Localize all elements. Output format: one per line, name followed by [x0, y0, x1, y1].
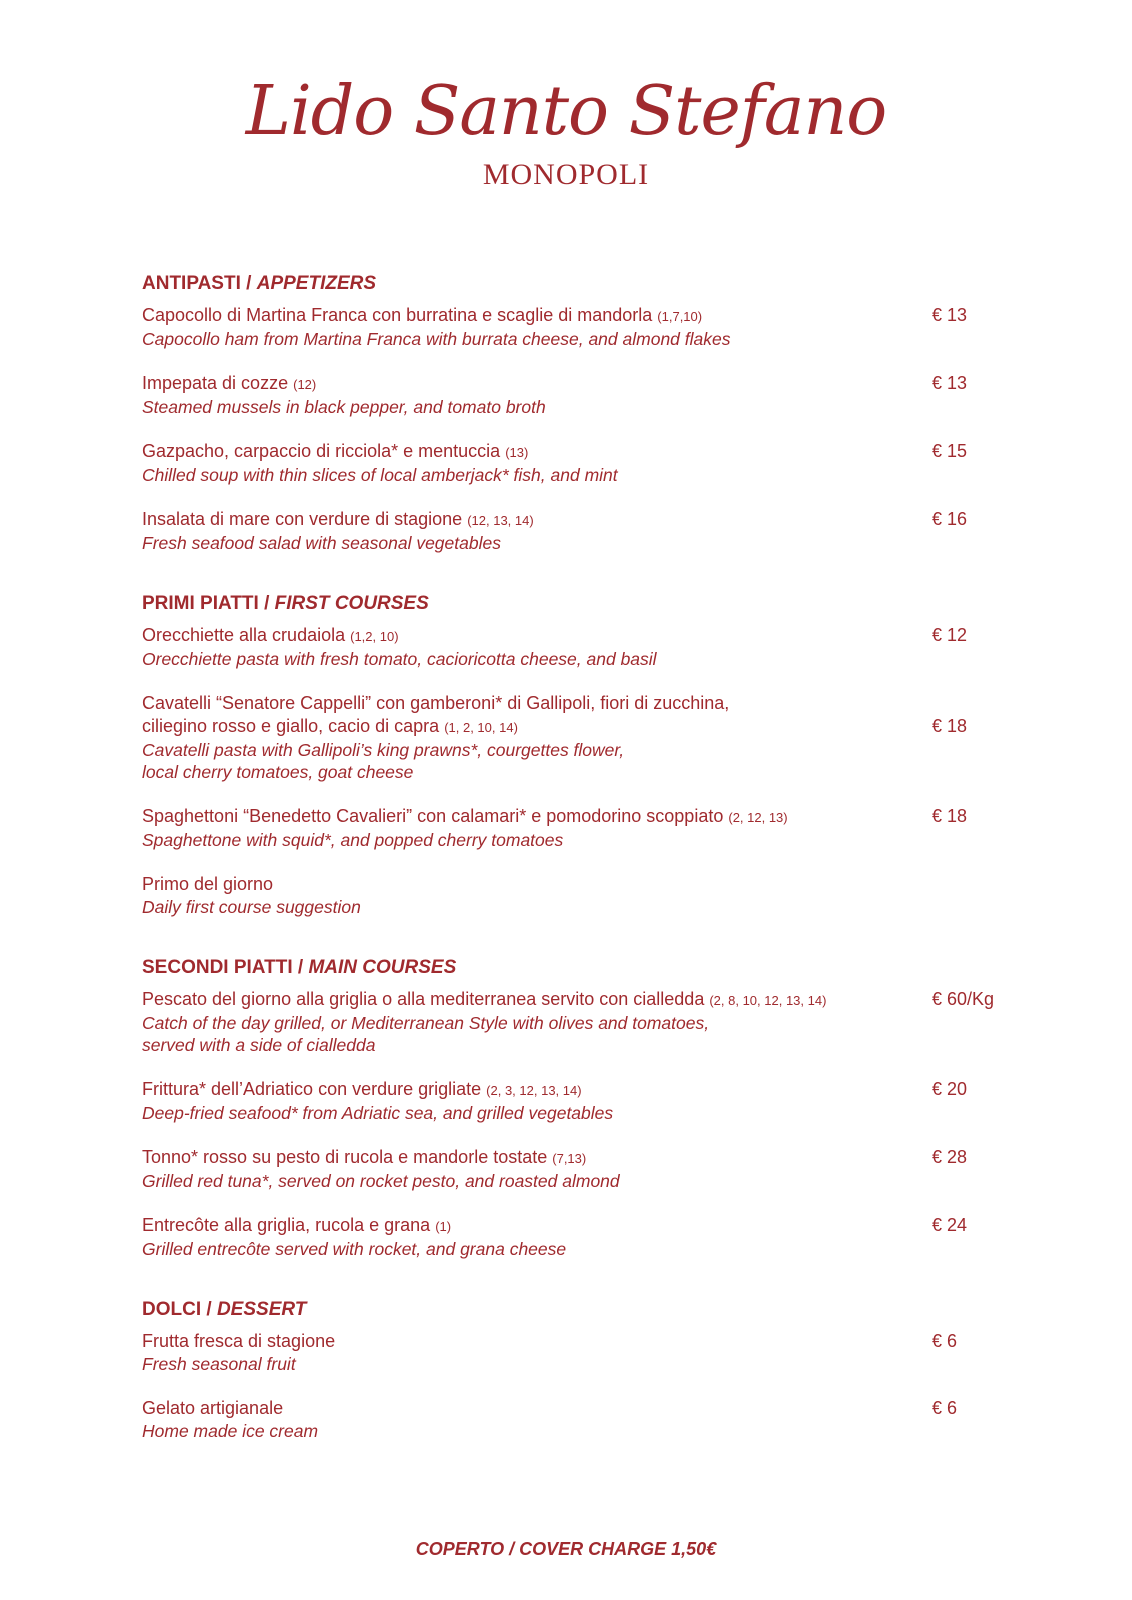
item-description: Deep-fried seafood* from Adriatic sea, and grilled vegetables — [142, 1103, 614, 1123]
menu-item — [142, 1078, 1022, 1124]
item-name: Frutta fresca di stagione — [142, 1331, 336, 1351]
item-name: Orecchiette alla crudaiola (1,2, 10) — [142, 625, 399, 645]
menu-item — [142, 1146, 1022, 1192]
menu-header — [0, 70, 1132, 192]
item-price: € 6 — [932, 1331, 958, 1351]
item-name: Capocollo di Martina Franca con burratina e scaglie di mandorla (1,7,10) — [142, 305, 703, 325]
item-description: Fresh seafood salad with seasonal vegetables — [142, 533, 501, 553]
item-name: Spaghettoni “Benedetto Cavalieri” con calamari* e pomodorino scoppiato (2, 12, 13) — [142, 806, 788, 826]
menu-item — [142, 440, 1022, 486]
item-description: Grilled entrecôte served with rocket, and grana cheese — [142, 1239, 567, 1259]
menu-item — [142, 304, 1022, 350]
item-description: Home made ice cream — [142, 1421, 319, 1441]
item-price: € 60/Kg — [932, 989, 995, 1009]
allergens: (12, 13, 14) — [467, 513, 534, 528]
item-description: Grilled red tuna*, served on rocket pesto, and roasted almond — [142, 1171, 620, 1191]
item-name: Gazpacho, carpaccio di ricciola* e mentuccia (13) — [142, 441, 529, 461]
item-description: Fresh seasonal fruit — [142, 1354, 296, 1374]
item-price: € 28 — [932, 1147, 968, 1167]
item-description: Daily first course suggestion — [142, 897, 361, 917]
section-primi — [142, 592, 1022, 940]
item-description: Capocollo ham from Martina Franca with burrata cheese, and almond flakes — [142, 329, 731, 349]
menu-item — [142, 1214, 1022, 1260]
menu-item — [142, 692, 1022, 783]
item-price: € 13 — [932, 373, 968, 393]
allergens: (12) — [293, 377, 317, 392]
item-name: Pescato del giorno alla griglia o alla mediterranea servito con cialledda (2, 8, 10, 12, 13, 14) — [142, 989, 827, 1009]
allergens: (1) — [435, 1219, 452, 1234]
section-title: SECONDI PIATTI / MAIN COURSES — [142, 957, 457, 978]
item-price: € 18 — [932, 716, 968, 736]
item-name: Gelato artigianale — [142, 1398, 284, 1418]
restaurant-name: Lido Santo Stefano — [245, 72, 887, 151]
item-price: € 6 — [932, 1398, 958, 1418]
item-price: € 16 — [932, 509, 968, 529]
restaurant-location: MONOPOLI — [482, 158, 650, 191]
cover-charge: COPERTO / COVER CHARGE 1,50€ — [415, 1539, 717, 1559]
allergens: (2, 8, 10, 12, 13, 14) — [709, 993, 827, 1008]
menu-item — [142, 624, 1022, 670]
allergens: (1, 2, 10, 14) — [444, 720, 518, 735]
allergens: (1,2, 10) — [350, 629, 399, 644]
section-antipasti — [142, 272, 1022, 576]
item-description: Steamed mussels in black pepper, and tomato broth — [142, 397, 546, 417]
item-name: Insalata di mare con verdure di stagione (12, 13, 14) — [142, 509, 534, 529]
item-price: € 20 — [932, 1079, 968, 1099]
item-description: Chilled soup with thin slices of local amberjack* fish, and mint — [142, 465, 618, 485]
item-description: Orecchiette pasta with fresh tomato, cacioricotta cheese, and basil — [142, 649, 657, 669]
item-price: € 18 — [932, 806, 968, 826]
section-dolci — [142, 1298, 1022, 1464]
section-title: ANTIPASTI / APPETIZERS — [142, 273, 377, 294]
menu-item — [142, 1397, 1022, 1442]
item-price: € 13 — [932, 305, 968, 325]
section-title: DOLCI / DESSERT — [142, 1299, 307, 1320]
item-price: € 15 — [932, 441, 968, 461]
item-description: Spaghettone with squid*, and popped cherry tomatoes — [142, 830, 564, 850]
allergens: (1,7,10) — [657, 309, 703, 324]
item-name: Cavatelli “Senatore Cappelli” con gamberoni* di Gallipoli, fiori di zucchina, ciliegino rosso e giallo, cacio di capra (1, 2, 10, 14) — [142, 693, 730, 736]
menu-item — [142, 988, 1022, 1056]
allergens: (2, 12, 13) — [728, 810, 788, 825]
menu-item — [142, 508, 1022, 554]
item-price: € 12 — [932, 625, 968, 645]
item-name: Primo del giorno — [142, 874, 274, 894]
item-description: Cavatelli pasta with Gallipoli’s king prawns*, courgettes flower, local cherry tomatoes, goat cheese — [142, 740, 625, 782]
menu-item — [142, 805, 1022, 851]
section-secondi — [142, 956, 1022, 1282]
item-price: € 24 — [932, 1215, 968, 1235]
item-name: Frittura* dell’Adriatico con verdure grigliate (2, 3, 12, 13, 14) — [142, 1079, 582, 1099]
menu-item — [142, 372, 1022, 418]
item-name: Tonno* rosso su pesto di rucola e mandorle tostate (7,13) — [142, 1147, 587, 1167]
item-name: Entrecôte alla griglia, rucola e grana (1) — [142, 1215, 452, 1235]
item-description: Catch of the day grilled, or Mediterranean Style with olives and tomatoes, served with a side of cialledda — [142, 1013, 710, 1055]
item-name: Impepata di cozze (12) — [142, 373, 317, 393]
section-title: PRIMI PIATTI / FIRST COURSES — [142, 593, 429, 614]
allergens: (13) — [505, 445, 529, 460]
allergens: (2, 3, 12, 13, 14) — [486, 1083, 582, 1098]
allergens: (7,13) — [552, 1151, 587, 1166]
menu-item — [142, 1330, 1022, 1375]
menu-item — [142, 873, 1022, 918]
